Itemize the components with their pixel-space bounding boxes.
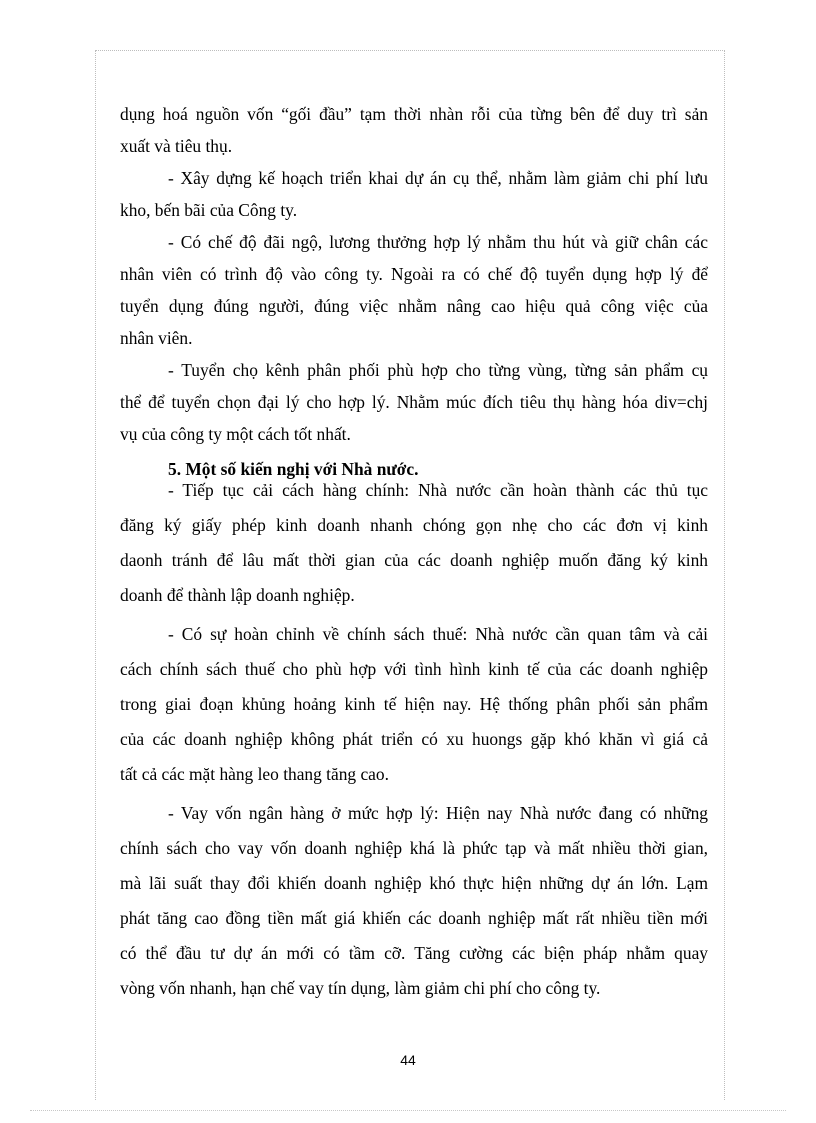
paragraph-line: trong giai đoạn khủng hoảng kinh tế hiện nay. Hệ thống phân phối sản phẩm xyxy=(120,694,708,714)
paragraph-4 xyxy=(120,354,708,450)
paragraph-line: của các doanh nghiệp không phát triển có xu huongs gặp khó khăn vì giá cả xyxy=(120,729,708,749)
section-heading: 5. Một số kiến nghị với Nhà nước. xyxy=(168,459,419,479)
paragraph-line: kho, bến bãi của Công ty. xyxy=(120,200,298,220)
paragraph-line: đăng ký giấy phép kinh doanh nhanh chóng gọn nhẹ cho các đơn vị kinh xyxy=(120,515,708,535)
paragraph-line: vòng vốn nhanh, hạn chế vay tín dụng, làm giảm chi phí cho công ty. xyxy=(120,978,601,998)
paragraph-7 xyxy=(120,796,708,1006)
paragraph-line: - Vay vốn ngân hàng ở mức hợp lý: Hiện nay Nhà nước đang có những xyxy=(168,803,708,823)
document-body-top xyxy=(120,98,708,486)
paragraph-line: - Có chế độ đãi ngộ, lương thưởng hợp lý nhằm thu hút và giữ chân các xyxy=(168,232,708,252)
paragraph-line: cách chính sách thuế cho phù hợp với tình hình kinh tế của các doanh nghiệp xyxy=(120,659,708,679)
paragraph-line: tuyển dụng đúng người, đúng việc nhằm nâng cao hiệu quả công việc của xyxy=(120,296,708,316)
paragraph-6 xyxy=(120,617,708,792)
paragraph-line: phát tăng cao đồng tiền mất giá khiến các doanh nghiệp mất rất nhiều tiền mới xyxy=(120,908,708,928)
paragraph-line: - Xây dựng kế hoạch triển khai dự án cụ thể, nhằm làm giảm chi phí lưu xyxy=(168,168,708,188)
paragraph-1 xyxy=(120,98,708,162)
document-body-bottom xyxy=(120,473,708,1006)
page-number: 44 xyxy=(400,1052,416,1068)
page-bottom-rule xyxy=(30,1110,786,1111)
paragraph-line: xuất và tiêu thụ. xyxy=(120,136,233,156)
paragraph-line: có thể đầu tư dự án mới có tầm cỡ. Tăng cường các biện pháp nhằm quay xyxy=(120,943,708,963)
paragraph-line: chính sách cho vay vốn doanh nghiệp khá là phức tạp và mất nhiều thời gian, xyxy=(120,838,708,858)
paragraph-line: tất cả các mặt hàng leo thang tăng cao. xyxy=(120,764,389,784)
paragraph-line: nhân viên có trình độ vào công ty. Ngoài ra có chế độ tuyển dụng hợp lý để xyxy=(120,264,708,284)
paragraph-5 xyxy=(120,473,708,613)
paragraph-line: vụ của công ty một cách tốt nhất. xyxy=(120,424,351,444)
paragraph-line: - Tiếp tục cải cách hàng chính: Nhà nước cần hoàn thành các thủ tục xyxy=(168,480,708,500)
paragraph-line: doanh để thành lập doanh nghiệp. xyxy=(120,585,355,605)
paragraph-line: - Tuyển chọ kênh phân phối phù hợp cho từng vùng, từng sản phẩm cụ xyxy=(168,360,708,380)
paragraph-3 xyxy=(120,226,708,354)
paragraph-2 xyxy=(120,162,708,226)
paragraph-line: mà lãi suất thay đổi khiến doanh nghiệp khó thực hiện những dự án lớn. Lạm xyxy=(120,873,708,893)
paragraph-line: nhân viên. xyxy=(120,328,193,348)
paragraph-line: dụng hoá nguồn vốn “gối đầu” tạm thời nhàn rỗi của từng bên để duy trì sản xyxy=(120,104,708,124)
paragraph-line: thể để tuyển chọn đại lý cho hợp lý. Nhằm múc đích tiêu thụ hàng hóa div=chj xyxy=(120,392,708,412)
paragraph-line: - Có sự hoàn chỉnh về chính sách thuế: Nhà nước cần quan tâm và cải xyxy=(168,624,708,644)
paragraph-line: daonh tránh để lâu mất thời gian của các doanh nghiệp muốn đăng ký kinh xyxy=(120,550,708,570)
